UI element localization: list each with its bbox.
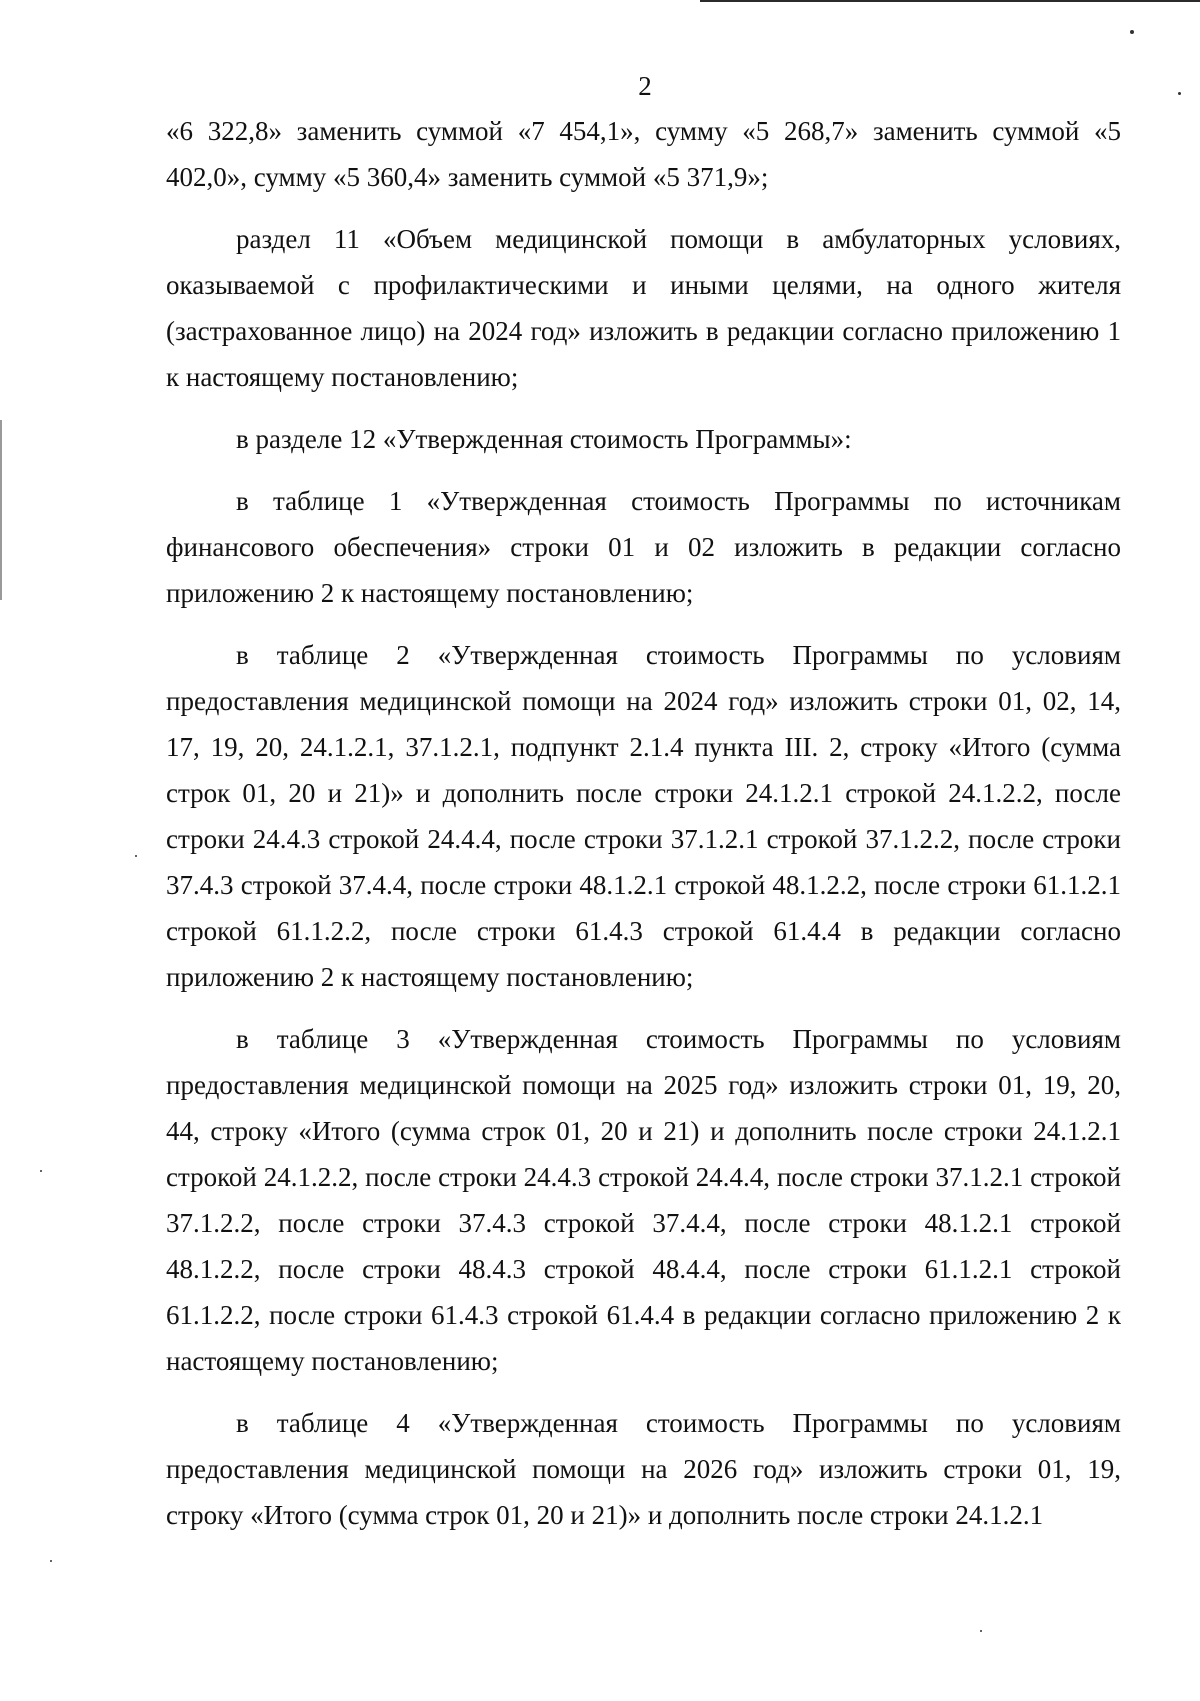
paragraph-table-3: в таблице 3 «Утвержденная стоимость Программы по условиям предоставления медицинской помощи на 2025 год» изложить строки 01, 19, 20, 44, строку «Итого (сумма строк 01, 20 и 21) и дополнить после строки 24.1.2.1 строкой 24.1.2.2, после строки 24.4.3 строкой 24.4.4, после строки 37.1.2.1 строкой 37.1.2.2, после строки 37.4.3 строкой 37.4.4, после строки 48.1.2.1 строкой 48.1.2.2, после строки 48.4.3 строкой 48.4.4, после строки 61.1.2.1 строкой 61.1.2.2, после строки 61.4.3 строкой 61.4.4 в редакции согласно приложению 2 к настоящему постановлению; [166,1024,1121,1376]
paragraph-table-2: в таблице 2 «Утвержденная стоимость Программы по условиям предоставления медицинской помощи на 2024 год» изложить строки 01, 02, 14, 17, 19, 20, 24.1.2.1, 37.1.2.1, подпункт 2.1.4 пункта III. 2, строку «Итого (сумма строк 01, 20 и 21)» и дополнить после строки 24.1.2.1 строкой 24.1.2.2, после строки 24.4.3 строкой 24.4.4, после строки 37.1.2.1 строкой 37.1.2.2, после строки 37.4.3 строкой 37.4.4, после строки 48.1.2.1 строкой 48.1.2.2, после строки 61.1.2.1 строкой 61.1.2.2, после строки 61.4.3 строкой 61.4.4 в редакции согласно приложению 2 к настоящему постановлению; [166,640,1121,992]
page-number: 2 [638,71,652,101]
scan-speck [135,855,137,857]
paragraph-amount-replacements: «6 322,8» заменить суммой «7 454,1», сумму «5 268,7» заменить суммой «5 402,0», сумму «5 360,4» заменить суммой «5 371,9»; [166,116,1121,192]
scan-speck [50,1560,52,1562]
scan-top-edge [700,0,1200,2]
paragraph-section-12: в разделе 12 «Утвержденная стоимость Программы»: [236,424,852,454]
scan-speck [40,1170,42,1172]
paragraph-table-4: в таблице 4 «Утвержденная стоимость Программы по условиям предоставления медицинской помощи на 2026 год» изложить строки 01, 19, строку «Итого (сумма строк 01, 20 и 21)» и дополнить после строки 24.1.2.1 [166,1408,1121,1530]
paragraph-section-11: раздел 11 «Объем медицинской помощи в амбулаторных условиях, оказываемой с профилактическими и иными целями, на одного жителя (застрахованное лицо) на 2024 год» изложить в редакции согласно приложению 1 к настоящему постановлению; [166,224,1121,392]
scan-left-edge [0,420,2,600]
document-body [166,108,1121,1538]
paragraph-table-1: в таблице 1 «Утвержденная стоимость Программы по источникам финансового обеспечения» строки 01 и 02 изложить в редакции согласно приложению 2 к настоящему постановлению; [166,486,1121,608]
scan-speck [980,1630,982,1632]
scan-speck [1130,30,1134,34]
